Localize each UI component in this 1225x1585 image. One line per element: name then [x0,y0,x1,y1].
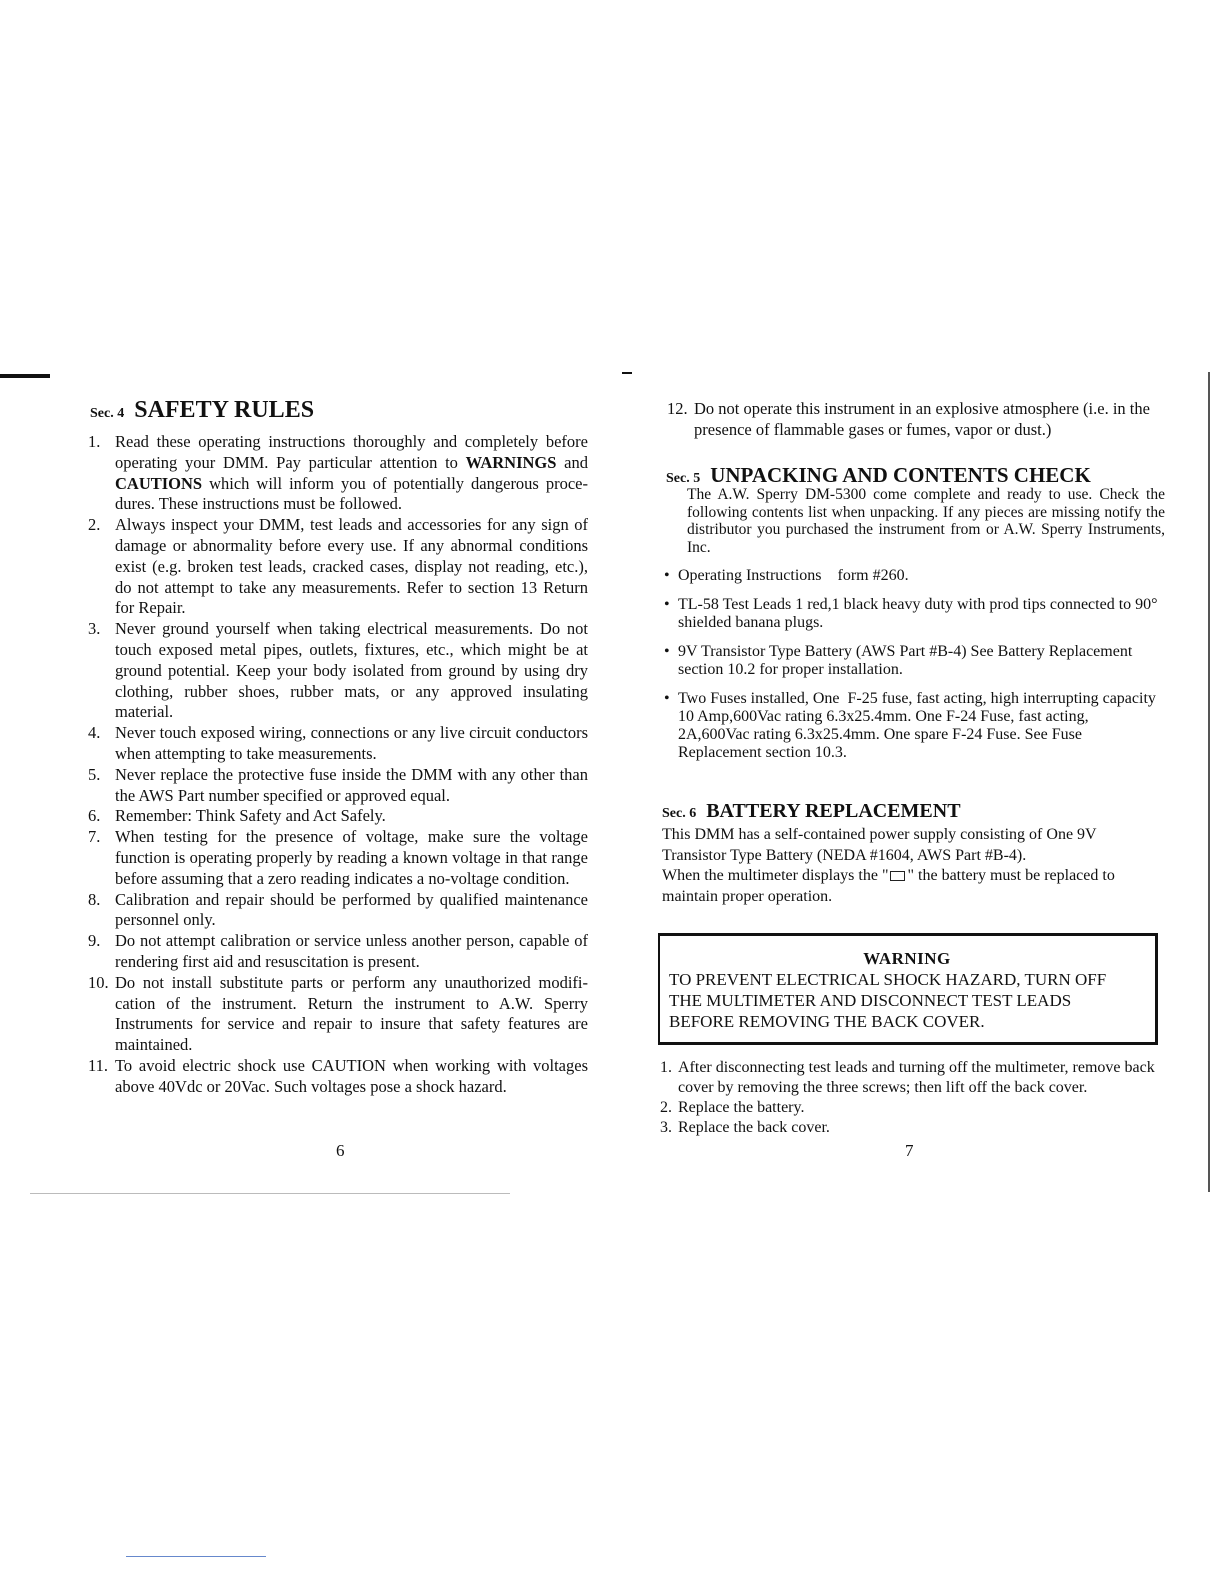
rule-text-part: Read these operating instructions thoroughly and completely before operating your DMM. Pay particular attention to [115,432,588,472]
battery-text-line: When the multimeter displays the " [662,867,889,884]
rule-text [115,515,588,619]
rule-number: 6. [88,806,101,826]
step-number: 3. [660,1119,672,1136]
rule-text [115,973,588,1056]
battery-text-line: This DMM has a self-contained power supply consisting of One 9V Transistor Type Battery (NEDA #1604, AWS Part #B-4). [662,826,1097,864]
scan-edge-mark [1208,372,1210,1192]
section-label: Sec. 5 [666,471,701,486]
scan-bottom-mark [126,1556,266,1557]
rule-number: 2. [88,515,101,535]
contents-item: • Operating Instructions form #260. [662,567,1164,585]
section-heading [666,463,1091,488]
safety-rule-item [88,1056,588,1098]
rule-number: 10. [88,972,109,992]
step-number: 2. [660,1099,672,1116]
rule-12-list [667,399,1167,441]
item-number: 12. [667,399,688,418]
rule-text-part: Always inspect your DMM, test leads and accessories for any sign of damage or abnormality before every use. If any abnormal conditions exist (e.g. broken test leads, cracked cases, display not reading, etc.), do not attempt to take any measurements. Refer to section 13 Return for Repair. [115,515,588,618]
scan-edge-mark [0,374,50,378]
step-item [660,1118,1164,1138]
rule-number: 9. [88,931,101,951]
contents-item: • TL-58 Test Leads 1 red,1 black heavy duty with prod tips connected to 90° shielded banana plugs. [662,596,1164,632]
rule-text-part: Never replace the protective fuse inside the DMM with any other than the AWS Part number specified or approved equal. [115,764,588,805]
rule-text [115,619,588,723]
rule-text-part: When testing for the presence of voltage, make sure the voltage function is operating properly by reading a known voltage in that range before assuming that a zero reading indicates a no-voltage condition. [115,827,588,888]
rule-number: 7. [88,827,101,847]
unpacking-intro: The A.W. Sperry DM-5300 come complete and ready to use. Check the following contents list when unpacking. If any pieces are missing notify the distributor you purchased the instrument from or A.W. Sperry Instruments, Inc. [687,486,1165,556]
warning-box [658,933,1158,1045]
rule-number: 3. [88,619,101,639]
safety-rule-item [88,806,588,827]
safety-rule-item [88,515,588,619]
rule-text [115,1056,588,1098]
warning-title: WARNING [863,949,951,968]
rule-number: 4. [88,723,101,743]
rule-text-part: To avoid electric shock use CAUTION when working with voltages above 40Vdc or 20Vac. Such voltages pose a shock hazard. [115,1055,588,1096]
rule-text [115,890,588,932]
step-number: 1. [660,1059,672,1076]
safety-rule-item [88,432,588,515]
rule-text [115,723,588,765]
warning-text: TO PREVENT ELECTRICAL SHOCK HAZARD, TURN OFF THE MULTIMETER AND DISCONNECT TEST LEADS BEFORE REMOVING THE BACK COVER. [669,970,1107,1031]
rule-number: 5. [88,764,101,784]
safety-rule-item [88,765,588,807]
rule-text-part: Never touch exposed wiring, connections or any live circuit conductors when attempting to take measurements. [115,723,588,763]
page-number: 7 [905,1141,914,1160]
emphasis-text: WARNINGS [465,452,557,472]
safety-rule-item [88,931,588,973]
rule-text-part: Remember: Think Safety and Act Safely. [115,806,386,826]
rule-text [115,827,588,889]
list-item [667,399,1167,441]
rule-number: 1. [88,432,101,451]
section-title: BATTERY REPLACEMENT [706,800,961,822]
rule-text [115,806,588,827]
rule-text [115,765,588,807]
scan-edge-mark [622,372,632,374]
step-item [660,1058,1164,1098]
section-heading [662,800,961,823]
section-label: Sec. 6 [662,806,697,821]
battery-text [662,825,1162,907]
safety-rule-item [88,890,588,932]
step-item [660,1098,1164,1118]
rule-number: 8. [88,889,101,909]
item-text: Do not operate this instrument in an explosive atmosphere (i.e. in the presence of flammable gases or fumes, vapor or dust.) [694,399,1150,439]
safety-rules-list [88,432,588,1098]
replacement-steps-list [660,1058,1164,1138]
rule-text-part: and [556,452,589,472]
rule-text-part: which will inform you of potentially dangerous proce- dures. These instructions must be followed. [115,473,588,514]
rule-text-part: Never ground yourself when taking electrical measurements. Do not touch exposed metal pipes, outlets, fixtures, etc., which might be at ground potential. Keep your body isolated from ground by using dry clothing, rubber shoes, rubber mats, or any approved insulating material. [115,619,588,722]
battery-text-line: " the battery must be replaced to maintain proper operation. [662,867,1115,905]
contents-item: • Two Fuses installed, One F-25 fuse, fast acting, high interrupting capacity 10 Amp,600Vac rating 6.3x25.4mm. One F-24 Fuse, fast acting, 2A,600Vac rating 6.3x25.4mm. One spare F-24 Fuse. See Fuse Replacement section 10.3. [662,690,1164,762]
safety-rule-item [88,827,588,889]
safety-rule-item [88,619,588,723]
emphasis-text: CAUTIONS [115,473,203,493]
safety-rule-item [88,973,588,1056]
section-label: Sec. 4 [90,406,125,421]
step-text: Replace the back cover. [678,1119,830,1136]
step-text: After disconnecting test leads and turning off the multimeter, remove back cover by removing the three screws; then lift off the back cover. [678,1059,1155,1096]
scan-bottom-line [30,1193,510,1194]
page-number: 6 [336,1141,345,1160]
section-title: SAFETY RULES [134,397,315,423]
rule-text-part: Calibration and repair should be performed by qualified maintenance personnel only. [115,889,588,930]
contents-item: • 9V Transistor Type Battery (AWS Part #B-4) See Battery Replacement section 10.2 for proper installation. [662,643,1164,679]
rule-text-part: Do not install substitute parts or perform any unauthorized modifi- cation of the instrument. Return the instrument to A.W. Sperry Instruments for service and repair to insure that safety features are maintained. [115,972,588,1055]
rule-number: 11. [88,1055,109,1075]
rule-text [115,931,588,973]
section-title: UNPACKING AND CONTENTS CHECK [710,463,1091,487]
safety-rule-item [88,723,588,765]
step-text: Replace the battery. [678,1099,805,1116]
section-heading [90,397,314,424]
battery-icon [890,871,905,881]
contents-list [662,567,1164,773]
rule-text-part: Do not attempt calibration or service unless another person, capable of rendering first aid and resuscitation is present. [115,931,588,971]
rule-text [115,432,588,515]
